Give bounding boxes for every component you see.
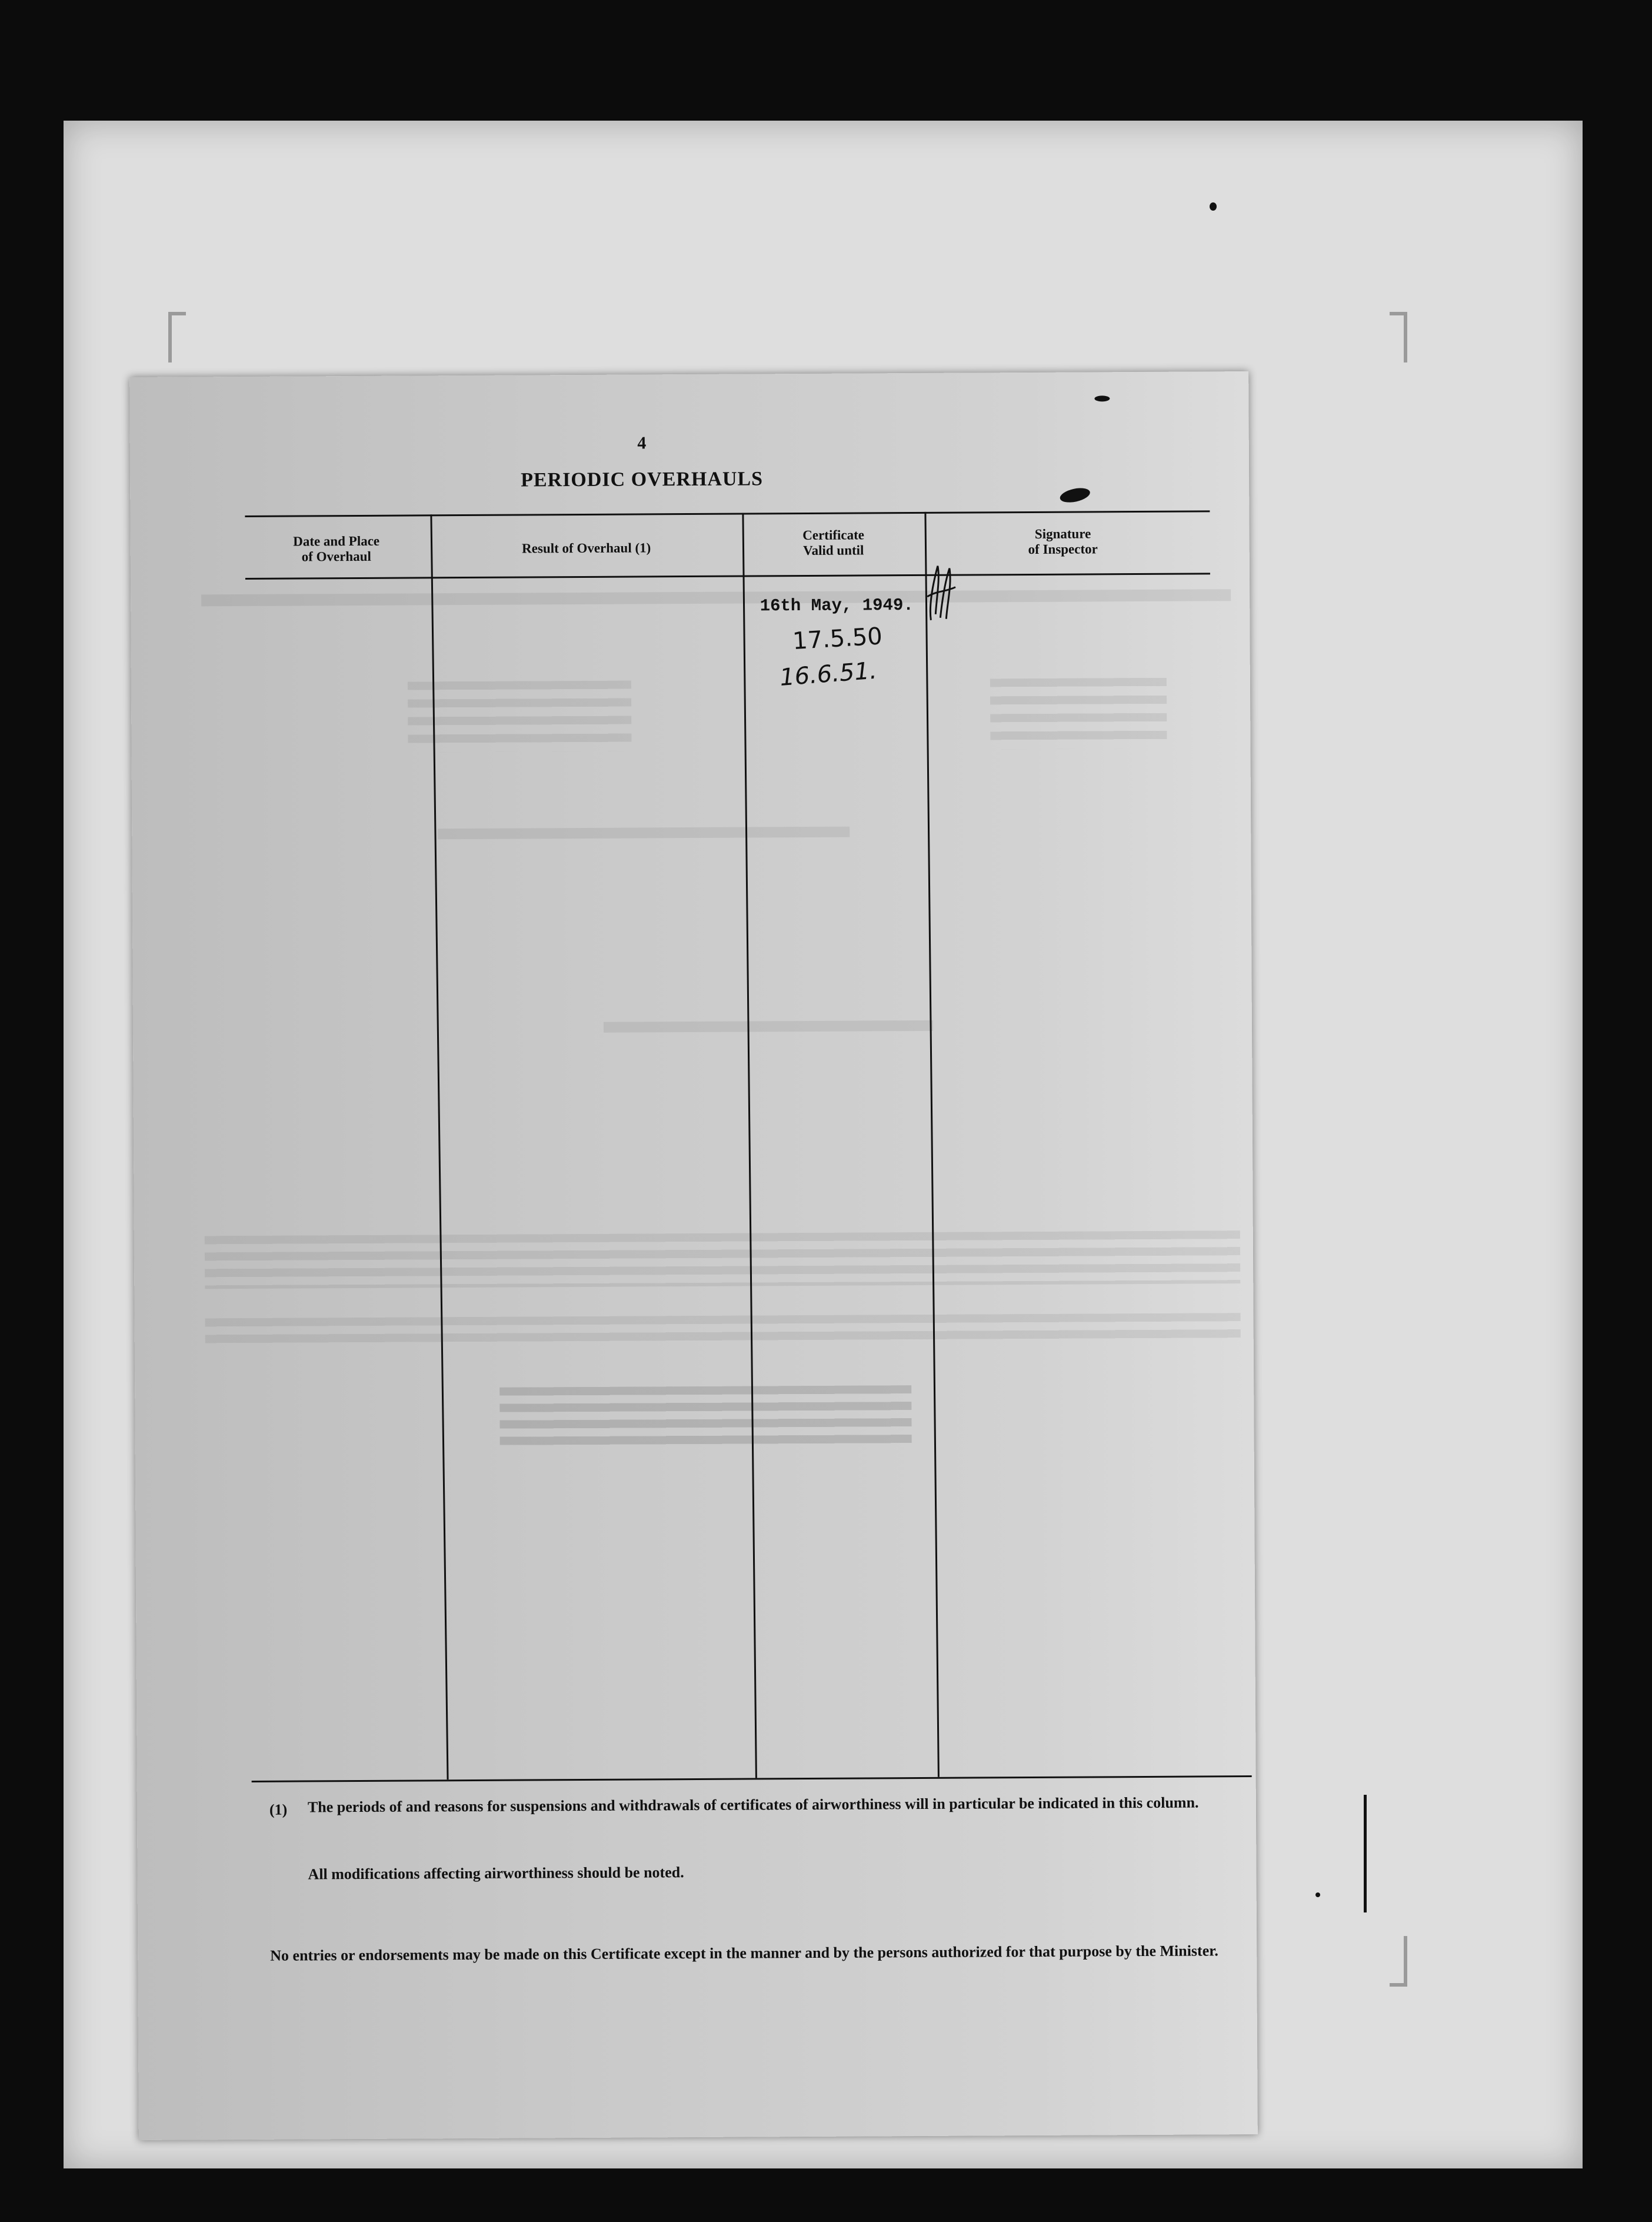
certificate-entry-handwritten: 17.5.50 <box>791 623 884 656</box>
dust-speck <box>1315 1892 1320 1897</box>
table-bottom-rule <box>252 1775 1252 1782</box>
certificate-entry-handwritten: 16.6.51. <box>778 657 878 691</box>
margin-line <box>1364 1795 1367 1912</box>
column-divider <box>924 512 940 1777</box>
header-signature: Signature of Inspector <box>1028 526 1098 557</box>
header-date-place: Date and Place of Overhaul <box>293 533 380 564</box>
crop-mark-top-left <box>168 312 186 362</box>
table-header-rule <box>245 573 1210 580</box>
column-divider <box>742 513 757 1778</box>
header-certificate-valid: Certificate Valid until <box>802 527 864 558</box>
crop-mark-top-right <box>1390 312 1407 362</box>
dust-speck <box>1210 202 1217 211</box>
footnote-suspensions: The periods of and reasons for suspensions and withdrawals of certificates of airworthiness will in particular be indicated in this column. <box>307 1794 1199 1816</box>
inspector-initials-signature <box>922 561 958 626</box>
crop-mark-bottom-right <box>1390 1936 1407 1987</box>
footnote-marker: (1) <box>269 1801 288 1818</box>
footnote-modifications: All modifications affecting airworthiness should be noted. <box>308 1864 684 1883</box>
header-result: Result of Overhaul (1) <box>522 540 651 556</box>
page-number: 4 <box>637 433 647 453</box>
ink-blot <box>1094 395 1110 401</box>
table-top-rule <box>245 510 1210 517</box>
certificate-page <box>129 371 1258 2140</box>
footnote-endorsements: No entries or endorsements may be made on this Certificate except in the manner and by the persons authorized for that purpose by the Minister. <box>270 1942 1218 1964</box>
certificate-entry-stamped: 16th May, 1949. <box>760 596 914 616</box>
ink-blot <box>1058 485 1091 505</box>
page-title: PERIODIC OVERHAULS <box>521 468 764 491</box>
